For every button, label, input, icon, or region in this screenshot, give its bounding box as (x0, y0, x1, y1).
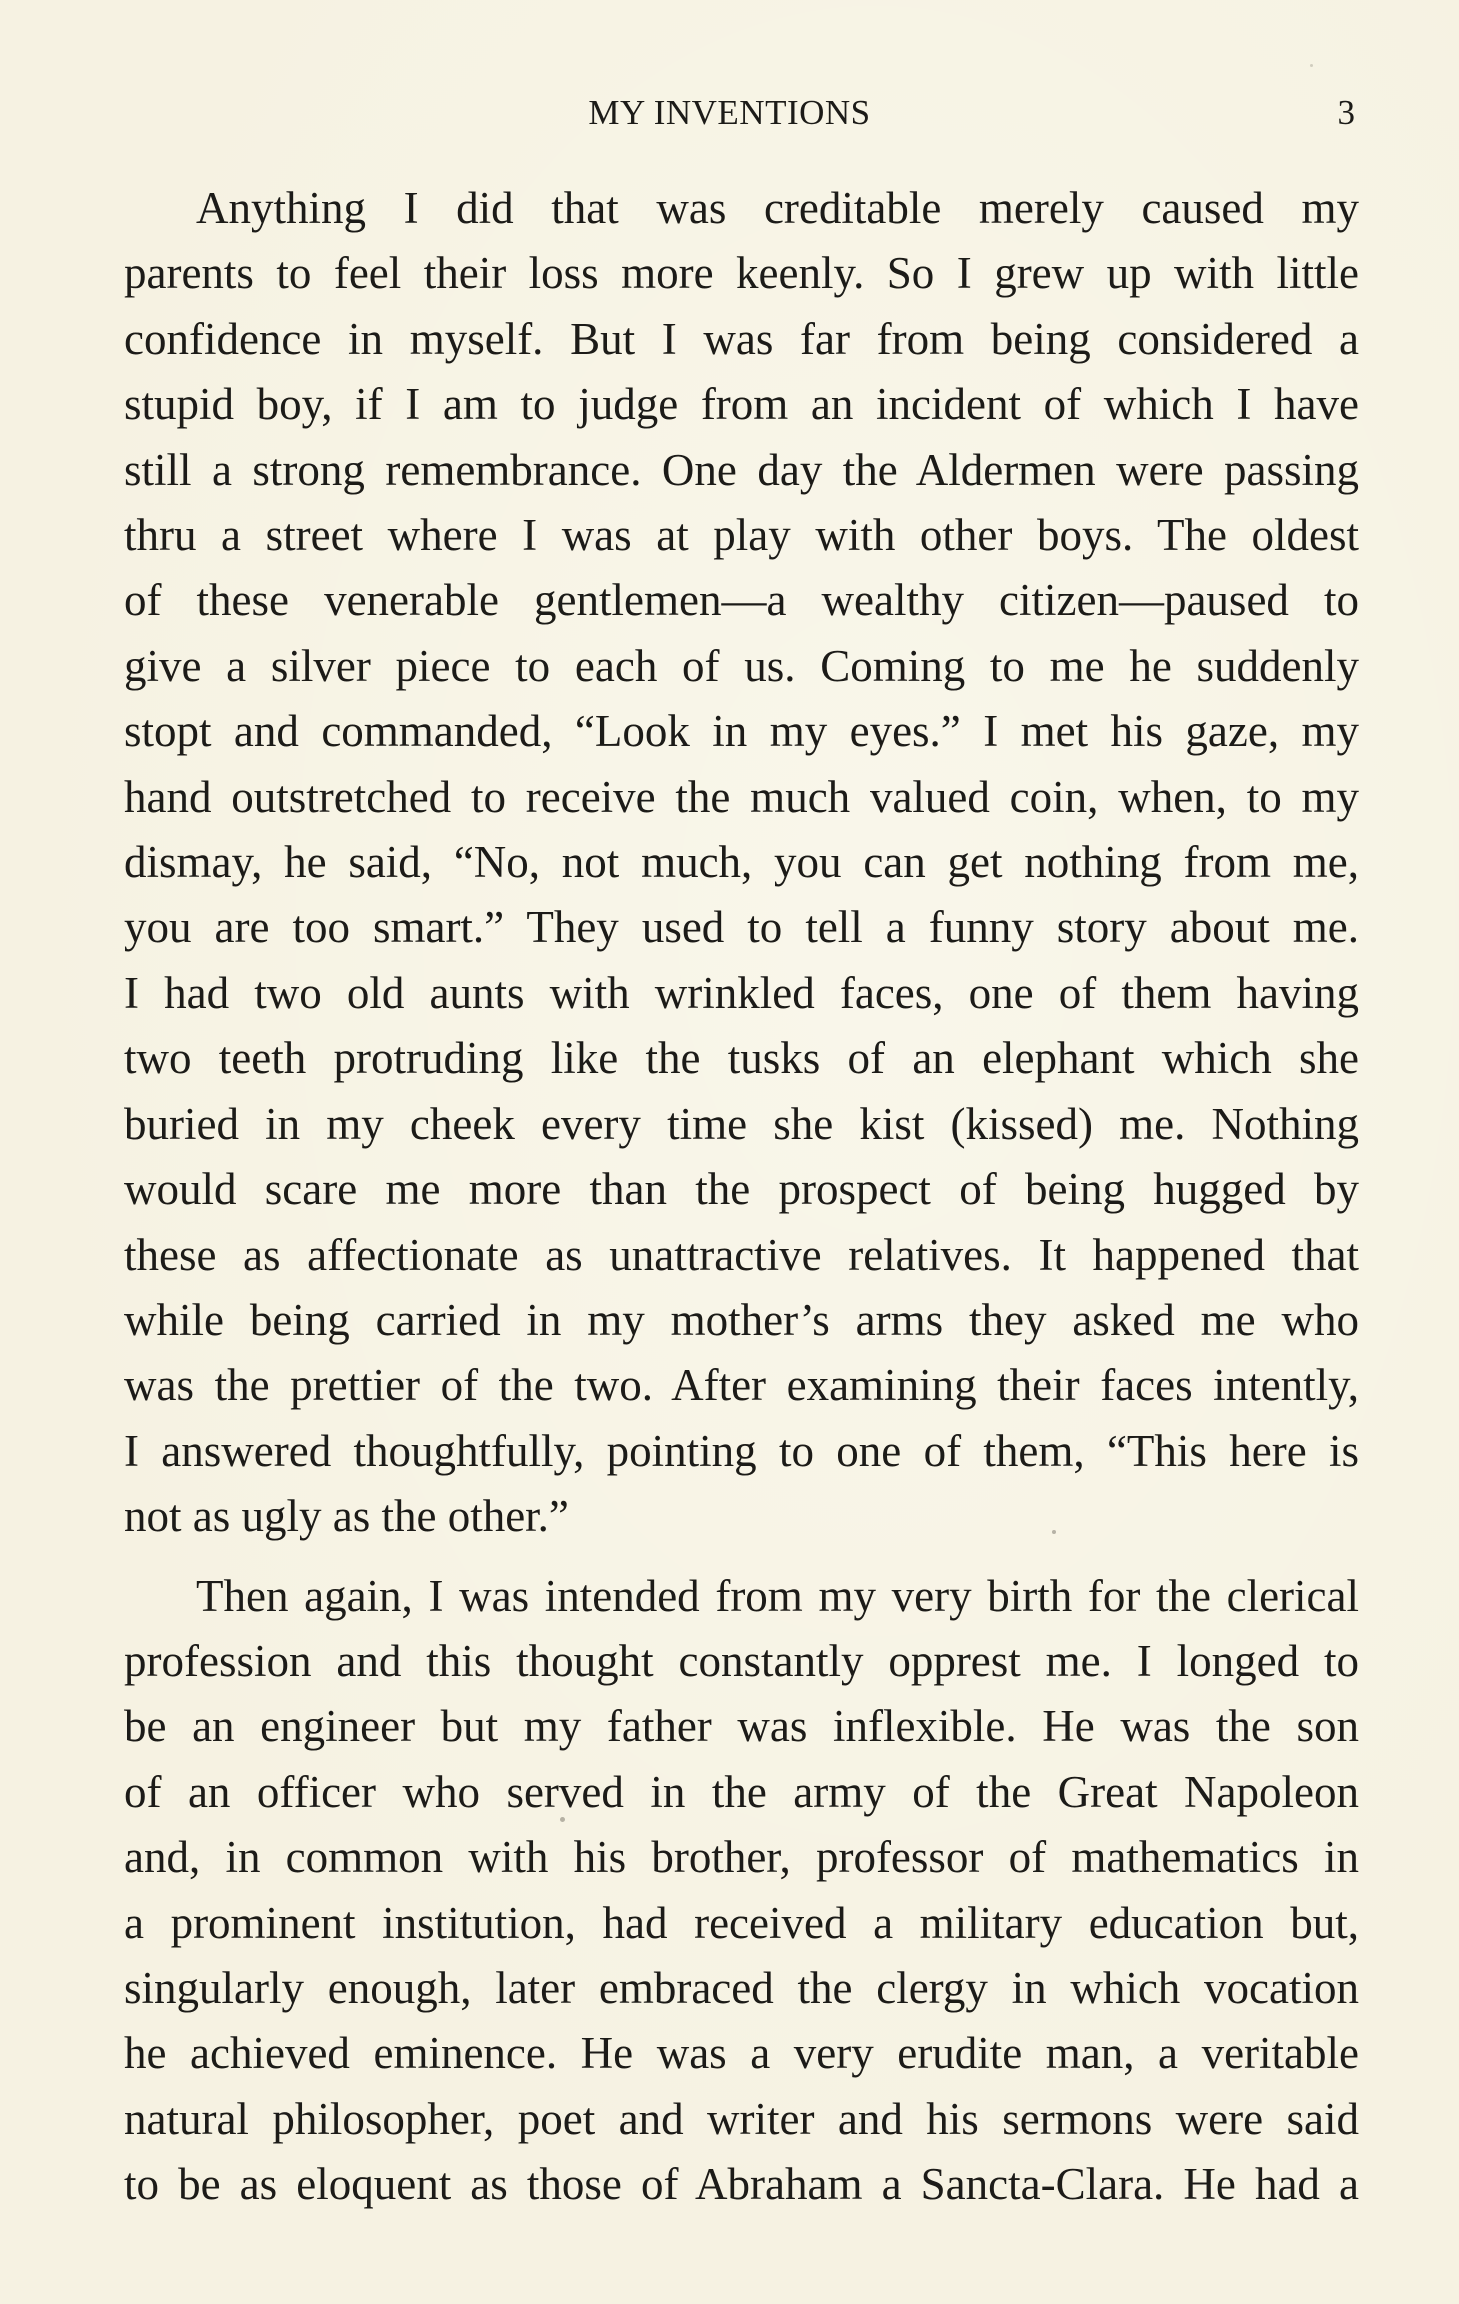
text-line: he achieved eminence. He was a very erudite man, a veritable (124, 2028, 1359, 2079)
text-line: profession and this thought constantly opprest me. I longed to (124, 1635, 1359, 1686)
text-line: while being carried in my mother’s arms they asked me who (124, 1294, 1359, 1345)
text-line: two teeth protruding like the tusks of an elephant which she (124, 1033, 1359, 1084)
text-line: was the prettier of the two. After examining their faces intently, (124, 1360, 1359, 1411)
text-line: thru a street where I was at play with other boys. The oldest (124, 510, 1359, 561)
paragraph-2 (124, 1564, 1359, 2218)
paper-speck (1310, 64, 1313, 67)
text-line: buried in my cheek every time she kist (kissed) me. Nothing (124, 1098, 1359, 1149)
text-line: these as affectionate as unattractive relatives. It happened that (124, 1229, 1359, 1280)
text-line: I had two old aunts with wrinkled faces, one of them having (124, 967, 1359, 1018)
text-line: and, in common with his brother, professor of mathematics in (124, 1832, 1359, 1883)
text-line: natural philosopher, poet and writer and his sermons were said (124, 2093, 1359, 2144)
text-line: give a silver piece to each of us. Coming to me he suddenly (124, 640, 1359, 691)
running-header (0, 88, 1459, 138)
text-line: Anything I did that was creditable merely caused my (196, 183, 1359, 233)
text-line: a prominent institution, had received a military education but, (124, 1897, 1359, 1948)
text-line: confidence in myself. But I was far from being considered a (124, 313, 1359, 364)
text-line: Then again, I was intended from my very birth for the clerical (196, 1570, 1359, 1621)
running-title: MY INVENTIONS (588, 93, 871, 132)
text-line: not as ugly as the other.” (124, 1491, 569, 1542)
text-line: singularly enough, later embraced the clergy in which vocation (124, 1962, 1359, 2013)
text-line: would scare me more than the prospect of being hugged by (124, 1164, 1359, 1215)
text-line: to be as eloquent as those of Abraham a Sancta-Clara. He had a (124, 2159, 1359, 2210)
text-line: of these venerable gentlemen—a wealthy citizen—paused to (124, 575, 1359, 626)
text-line: I answered thoughtfully, pointing to one of them, “This here is (124, 1425, 1359, 1476)
text-line: you are too smart.” They used to tell a funny story about me. (124, 902, 1359, 953)
paragraph-1 (124, 176, 1359, 1550)
body-text (124, 176, 1359, 2218)
page-number: 3 (1337, 93, 1355, 132)
paper-speck (1052, 1530, 1056, 1534)
text-line: parents to feel their loss more keenly. So I grew up with little (124, 248, 1359, 299)
text-line: still a strong remembrance. One day the Aldermen were passing (124, 444, 1359, 495)
text-line: stupid boy, if I am to judge from an incident of which I have (124, 379, 1359, 430)
paper-speck (560, 1817, 565, 1822)
text-line: be an engineer but my father was inflexible. He was the son (124, 1701, 1359, 1752)
text-line: of an officer who served in the army of the Great Napoleon (124, 1766, 1359, 1817)
text-line: stopt and commanded, “Look in my eyes.” I met his gaze, my (124, 706, 1359, 757)
text-line: dismay, he said, “No, not much, you can get nothing from me, (124, 837, 1359, 888)
text-line: hand outstretched to receive the much valued coin, when, to my (124, 771, 1359, 822)
